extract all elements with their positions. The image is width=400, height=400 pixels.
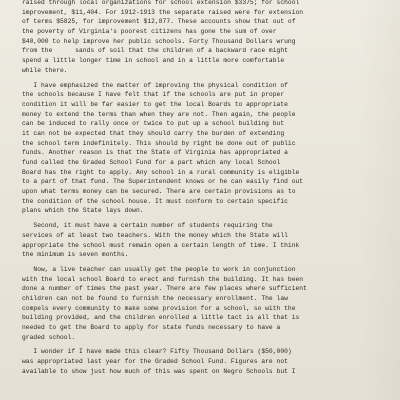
- text-line: it can not be expected that they should carry the burden of extending: [22, 129, 285, 137]
- text-line: building provided, and the children enrolled a little tact is all that is: [22, 314, 300, 322]
- text-line: Now, a live teacher can usually get the people to work in conjunction: [22, 265, 296, 273]
- text-line: spend a little longer time in school and in a little more comfortable: [22, 57, 285, 65]
- paragraph: [22, 221, 386, 260]
- text-line: done a number of times the past year. There are few places where sufficient: [22, 285, 307, 293]
- text-line: improvement, $11,404. For 1912-1913 the separate raised were for extension: [22, 8, 304, 16]
- text-line: services of at least two teachers. With the money which the State will: [22, 231, 288, 239]
- text-line: was appropriated last year for the Graded School Fund. Figures are not: [22, 358, 288, 366]
- text-line: to a part of that fund. The Superintendent knows or he can easily find out: [22, 178, 304, 186]
- text-line: appropriate the school must remain open a certain length of time. I think: [22, 241, 300, 249]
- text-line: Second, it must have a certain number of students requiring the: [22, 222, 273, 230]
- text-line: money to extend the terms than when they are not. Then again, the people: [22, 110, 296, 118]
- text-line: the condition of the school house. It must conform to certain specific: [22, 197, 288, 205]
- text-line: fund called the Graded School Fund for a part which any local School: [22, 159, 281, 166]
- paragraph: [22, 265, 386, 343]
- text-line: the poverty of Virginia's poorest citizens has gone the sum of over: [22, 28, 277, 36]
- text-line: the school term indefinitely. This should by right be done out of public: [22, 139, 296, 147]
- text-line: the minimum is seven months.: [22, 251, 129, 259]
- text-line: graded school.: [22, 333, 76, 341]
- text-line: Board has the right to apply. Any school in a rural community is eligible: [22, 168, 300, 176]
- text-line: from the sands of soil that the children of a backward race might: [22, 47, 288, 55]
- text-line: compels every community to make some provision for a school, so with the: [22, 304, 296, 312]
- text-line: raised through local organizations for school extension $3375; for school: [22, 0, 300, 6]
- text-line: needed to get the Board to apply for state funds necessary to have a: [22, 324, 281, 331]
- text-line: plans which the State lays down.: [22, 207, 144, 215]
- paragraph: [22, 81, 386, 217]
- text-line: upon what terms money can be secured. There are certain provisions as to: [22, 188, 296, 196]
- text-line: can be induced to rally once or twice to put up a school building but: [22, 120, 285, 128]
- text-line: with the local school Board to erect and furnish the building. It has been: [22, 275, 304, 283]
- text-line: while there.: [22, 66, 68, 74]
- text-line: children can not be found to furnish the necessary enrollment. The law: [22, 294, 288, 302]
- paragraph: [22, 0, 386, 76]
- text-line: the schools because I have felt that if the schools are put in proper: [22, 91, 285, 99]
- text-line: of terms $5825, for improvement $12,877. These accounts show that out of: [22, 18, 296, 26]
- text-line: I wonder if I have made this clear? Fifty Thousand Dollars ($50,000): [22, 348, 292, 356]
- text-line: $40,000 to help improve her public schools. Forty Thousand Dollars wrung: [22, 37, 296, 45]
- text-line: I have emphasized the matter of improving the physical condition of: [22, 81, 288, 89]
- paragraph: [22, 347, 386, 376]
- text-line: funds. Another reason is that the State of Virginia has appropriated a: [22, 149, 288, 157]
- text-line: available to show just how much of this was spent on Negro Schools but I: [22, 367, 296, 375]
- text-line: condition it will be far easier to get the local Boards to appropriate: [22, 100, 288, 108]
